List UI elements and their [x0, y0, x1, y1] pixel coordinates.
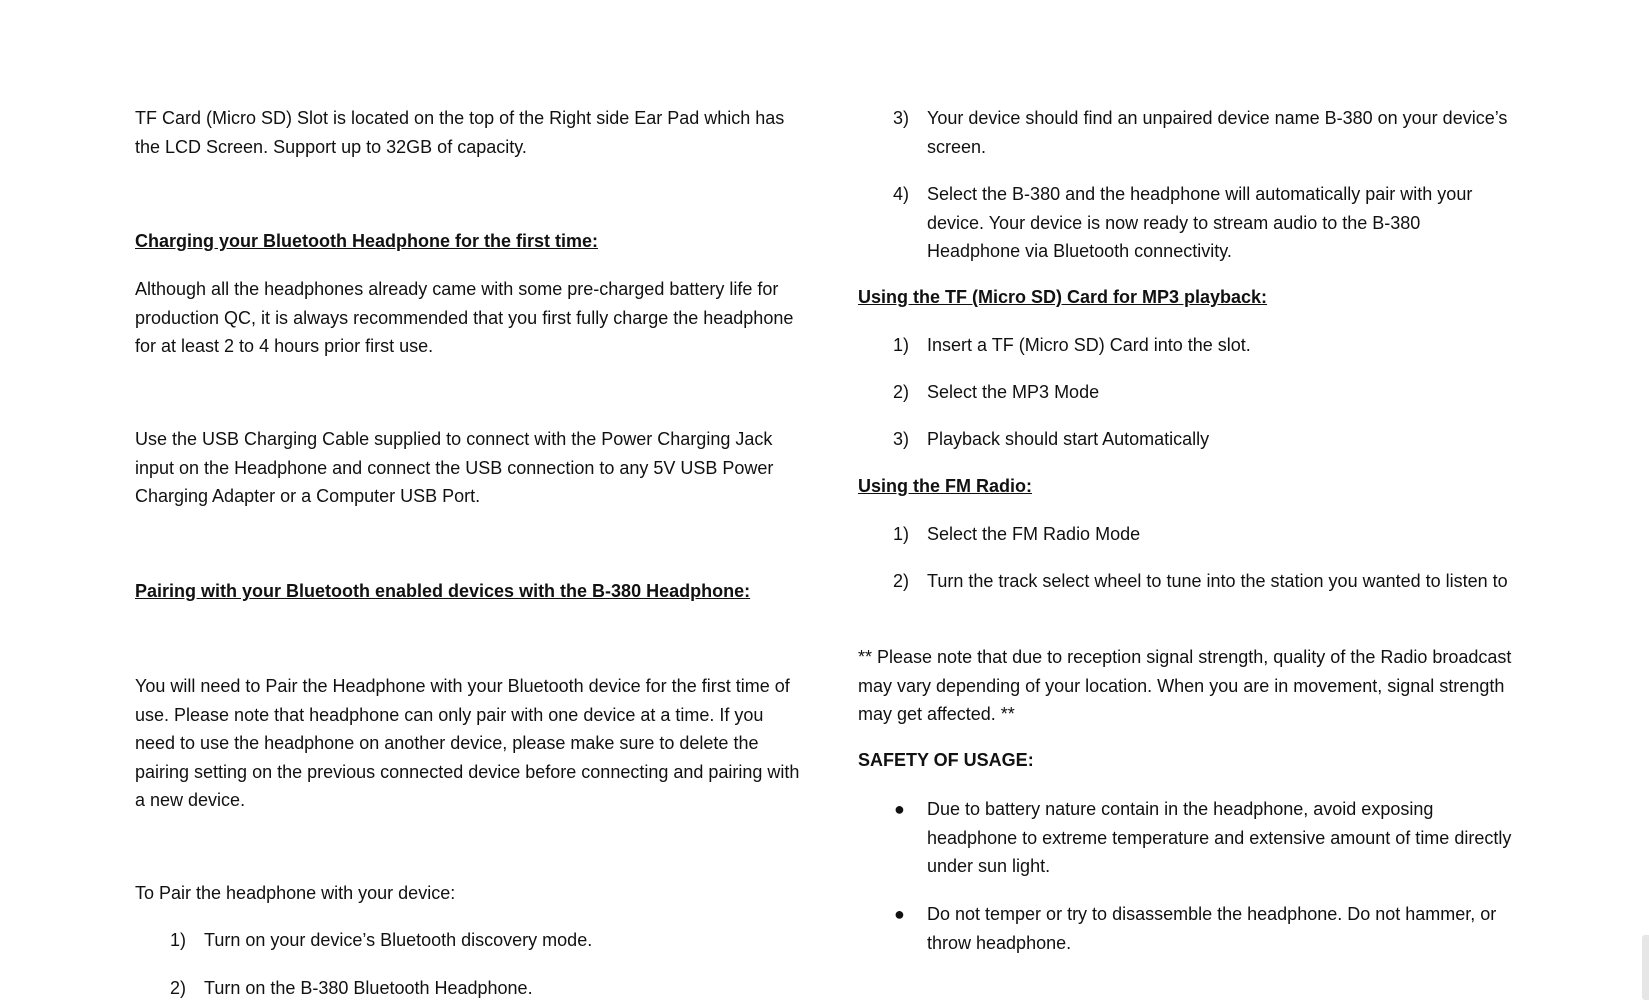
to-pair-intro: To Pair the headphone with your device: — [135, 883, 456, 903]
pairing-paragraph: You will need to Pair the Headphone with your Bluetooth device for the first time of use. Please note that headphone can only pair with one device at a time. If you need to use the headphone on another device, please make sure to delete the pairing setting on the previous connected device before connecting and pairing with a new device. — [135, 676, 800, 810]
list-number: 2) — [170, 978, 187, 998]
tf-card-paragraph: TF Card (Micro SD) Slot is located on the top of the Right side Ear Pad which has the LCD Screen. Support up to 32GB of capacity. — [135, 108, 785, 157]
bullet-text: Due to battery nature contain in the headphone, avoid exposing headphone to extreme temperature and extensive amount of time directly under sun light. — [927, 799, 1512, 876]
charging-heading: Charging your Bluetooth Headphone for the first time: — [135, 231, 598, 251]
safety-heading: SAFETY OF USAGE: — [858, 750, 1034, 770]
bullet-text: Do not temper or try to disassemble the headphone. Do not hammer, or throw headphone. — [927, 904, 1497, 953]
list-number: 3) — [893, 429, 910, 449]
fm-note-paragraph: ** Please note that due to reception signal strength, quality of the Radio broadcast may vary depending of your location. When you are in movement, signal strength may get affected. ** — [858, 647, 1512, 724]
list-text: Your device should find an unpaired device name B-380 on your device’s screen. — [927, 108, 1508, 157]
scrollbar[interactable] — [1642, 935, 1649, 1000]
list-text: Turn on the B-380 Bluetooth Headphone. — [204, 978, 533, 998]
list-number: 1) — [170, 930, 187, 950]
list-number: 4) — [893, 184, 910, 204]
list-text: Playback should start Automatically — [927, 429, 1210, 449]
charging-paragraph: Although all the headphones already came with some pre-charged battery life for production QC, it is always recommended that you first fully charge the headphone for at least 2 to 4 hours prior first use. — [135, 279, 794, 356]
list-text: Select the FM Radio Mode — [927, 524, 1141, 544]
list-text: Turn the track select wheel to tune into the station you wanted to listen to — [927, 571, 1508, 591]
list-text: Select the MP3 Mode — [927, 382, 1100, 402]
fm-radio-heading: Using the FM Radio: — [858, 476, 1032, 496]
bullet-icon: ● — [894, 904, 905, 924]
tf-playback-heading: Using the TF (Micro SD) Card for MP3 playback: — [858, 287, 1268, 307]
list-text: Select the B-380 and the headphone will automatically pair with your device. Your device is now ready to stream audio to the B-380 Headphone via Bluetooth connectivity. — [927, 184, 1473, 261]
bullet-icon: ● — [894, 799, 905, 819]
list-number: 1) — [893, 524, 910, 544]
usb-charging-paragraph: Use the USB Charging Cable supplied to connect with the Power Charging Jack input on the Headphone and connect the USB connection to any 5V USB Power Charging Adapter or a Computer USB Port. — [135, 429, 774, 506]
list-text: Turn on your device’s Bluetooth discovery mode. — [204, 930, 593, 950]
list-number: 2) — [893, 382, 910, 402]
list-number: 2) — [893, 571, 910, 591]
pairing-heading: Pairing with your Bluetooth enabled devices with the B-380 Headphone: — [135, 581, 751, 601]
list-number: 3) — [893, 108, 910, 128]
list-number: 1) — [893, 335, 910, 355]
list-text: Insert a TF (Micro SD) Card into the slot. — [927, 335, 1251, 355]
